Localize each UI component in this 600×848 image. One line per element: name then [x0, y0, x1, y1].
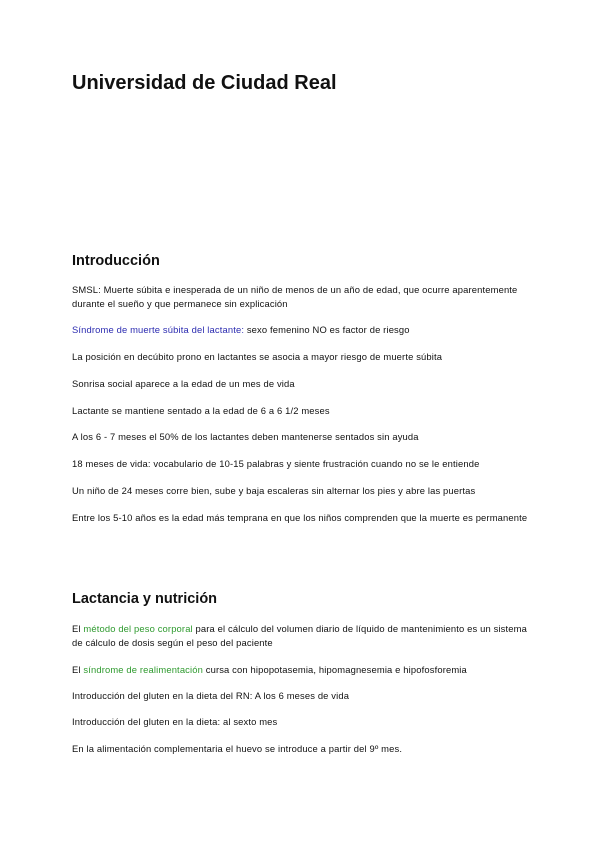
- paragraph-prefix: El: [72, 664, 84, 675]
- paragraph: [72, 323, 532, 337]
- paragraph: La posición en decúbito prono en lactantes se asocia a mayor riesgo de muerte súbita: [72, 351, 443, 362]
- document-title: Universidad de Ciudad Real: [72, 72, 337, 94]
- paragraph: En la alimentación complementaria el huevo se introduce a partir del 9º mes.: [72, 743, 403, 754]
- paragraph: SMSL: Muerte súbita e inesperada de un niño de menos de un año de edad, que ocurre aparentemente durante el sueño y que permanece sin explicación: [72, 284, 518, 309]
- highlighted-term: Síndrome de muerte súbita del lactante:: [72, 324, 245, 335]
- section-heading-introduccion: Introducción: [72, 253, 160, 269]
- paragraph: Lactante se mantiene sentado a la edad de 6 a 6 1/2 meses: [72, 405, 330, 416]
- paragraph: 18 meses de vida: vocabulario de 10-15 palabras y siente frustración cuando no se le entiende: [72, 458, 480, 469]
- paragraph-prefix: El: [72, 623, 84, 634]
- paragraph: Introducción del gluten en la dieta del RN: A los 6 meses de vida: [72, 690, 350, 701]
- paragraph: [72, 622, 532, 650]
- paragraph: [72, 663, 532, 677]
- paragraph-text: sexo femenino NO es factor de riesgo: [244, 324, 410, 335]
- paragraph-text: para el cálculo del volumen diario de líquido de mantenimiento es un sistema de cálculo de dosis según el peso del paciente: [72, 623, 527, 648]
- highlighted-term: síndrome de realimentación: [83, 664, 203, 675]
- highlighted-term: método del peso corporal: [83, 623, 193, 634]
- paragraph: Sonrisa social aparece a la edad de un mes de vida: [72, 378, 295, 389]
- paragraph: Introducción del gluten en la dieta: al sexto mes: [72, 716, 278, 727]
- paragraph: Entre los 5-10 años es la edad más temprana en que los niños comprenden que la muerte es permanente: [72, 512, 528, 523]
- paragraph-text: cursa con hipopotasemia, hipomagnesemia e hipofosforemia: [202, 664, 467, 675]
- section-heading-lactancia: Lactancia y nutrición: [72, 591, 218, 607]
- paragraph: A los 6 - 7 meses el 50% de los lactantes deben mantenerse sentados sin ayuda: [72, 431, 419, 442]
- paragraph: Un niño de 24 meses corre bien, sube y baja escaleras sin alternar los pies y abre las puertas: [72, 485, 476, 496]
